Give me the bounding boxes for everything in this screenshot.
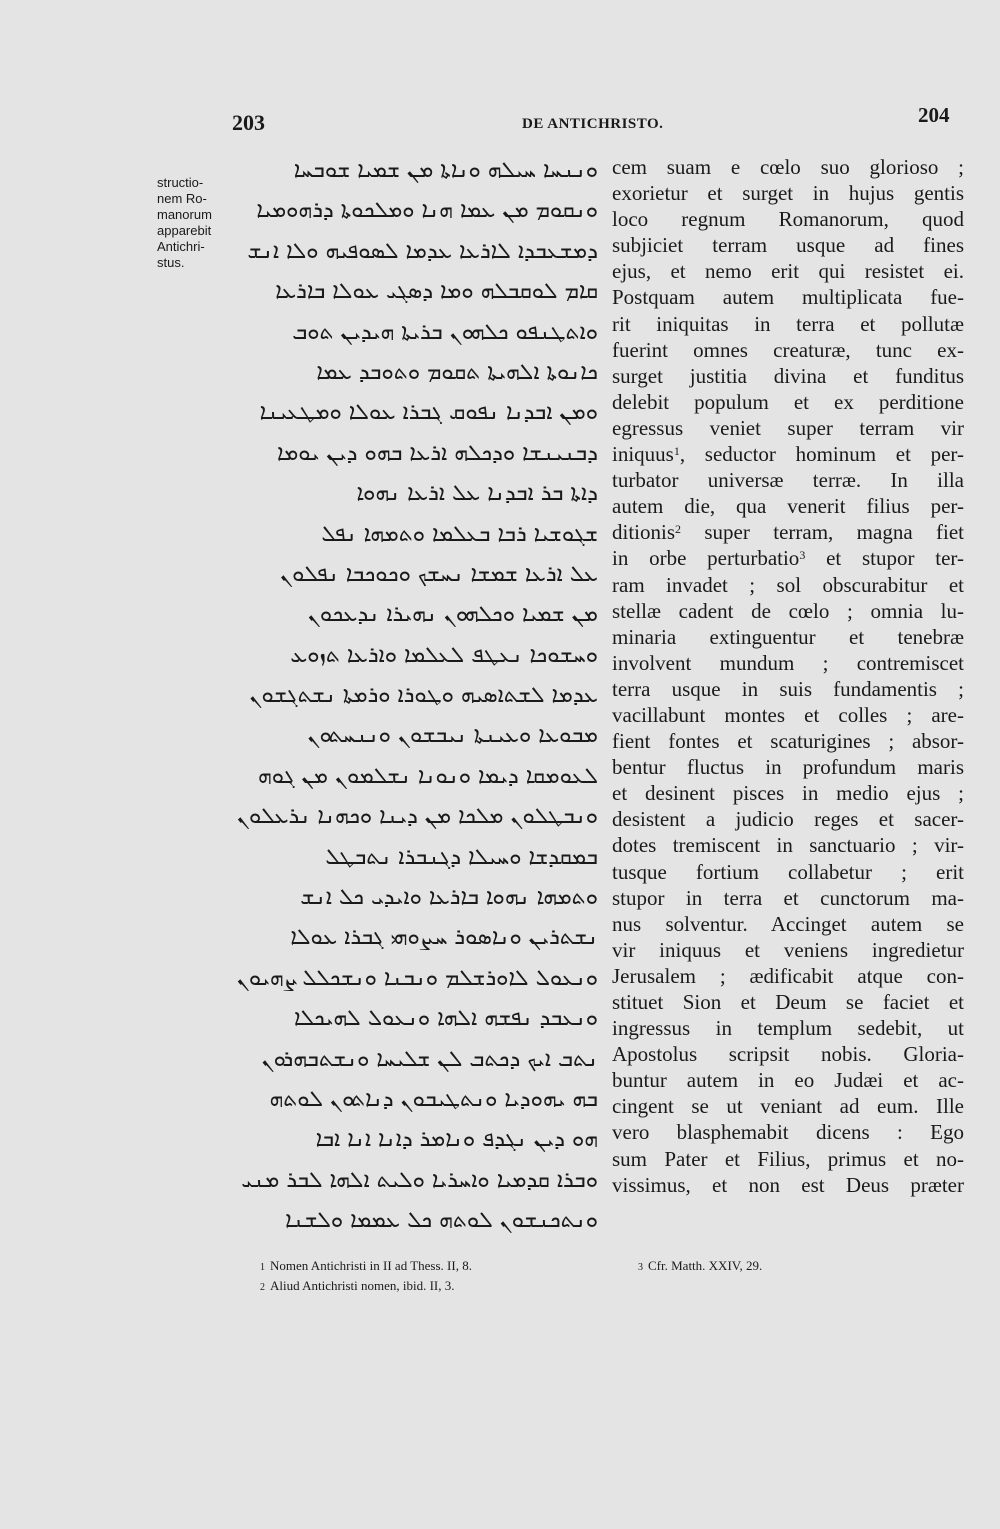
footnote-number: 2 [260,1282,265,1293]
latin-line: rit iniquitas in terra et pollutæ [612,311,964,336]
latin-line: Postquam autem multiplicata fue- [612,285,964,310]
footnote-text: Aliud Antichristi nomen, ibid. II, 3. [270,1278,455,1293]
latin-line: stituet Sion et Deum se faciet et [612,990,964,1014]
syriac-line: ܘܢܩܘܡ ܡܢ ܥܡܐ ܗܢܐ ܘܡܠܟܘܬܐ ܕܪܗܘܡܝܐ [256,198,598,224]
latin-line: Jerusalem ; ædificabit atque con- [612,963,964,988]
syriac-line: ܡܢ ܫܡܝܐ ܘܟܠܗܘܢ ܢܗܝܪܐ ܢܕܥܟܘܢ [307,602,598,628]
syriac-line: ܫܓܘܫܝܐ ܪܒܐ ܒܥܠܡܐ ܘܬܡܗܐ ܢܦܠ [321,521,598,547]
latin-line: delebit populum et ex perditione [612,389,964,414]
latin-line: vacillabunt montes et colles ; are- [612,702,964,727]
latin-line: ejus, et nemo erit qui resistet ei. [612,259,964,284]
latin-line: ram invadet ; sol obscurabitur et [612,572,964,597]
latin-line: Apostolus scripsit nobis. Gloria- [612,1042,964,1067]
footnote-text: Nomen Antichristi in II ad Thess. II, 8. [270,1258,472,1273]
syriac-text-column [228,158,598,1248]
syriac-line: ܘܡܢ ܐܒܕܢܐ ܢܦܘܩ ܓܒܪܐ ܥܘܠܐ ܘܡܛܥܝܢܐ [259,400,598,426]
syriac-line: ܘܒܪܐ ܩܕܡܝܐ ܘܐܚܪܝܐ ܘܠܝܬ ܐܠܗܐ ܠܒܪ ܡܢܝ [241,1167,598,1193]
footnote-number: 1 [260,1262,265,1273]
latin-line: turbator universæ terræ. In illa [612,468,964,493]
latin-line: loco regnum Romanorum, quod [612,207,964,232]
latin-line: fuerint omnes creaturæ, tunc ex- [612,337,964,362]
margin-note-line: Antichri- [157,239,205,254]
latin-line: stupor in terra et cunctorum ma- [612,885,964,910]
latin-line: autem die, qua venerit filius per- [612,494,964,519]
latin-line: involvent mundum ; contremiscet [612,650,964,675]
latin-line: egressus veniet super terram vir [612,415,964,440]
syriac-line: ܒܡܩܕܫܐ ܘܚܝܠܐ ܕܓܢܒܪܐ ܢܬܒܛܠ [325,844,598,870]
latin-line: nus solventur. Accinget autem se [612,911,964,936]
syriac-line: ܘܢܒܛܠܘܢ ܡܠܟܐ ܡܢ ܕܝܢܐ ܘܟܗܢܐ ܢܪܥܠܘܢ [236,804,598,830]
latin-line: tusque fortium collabetur ; erit [612,859,964,884]
latin-line: vir iniquus et veniens ingredietur [612,937,964,962]
latin-line: fient fontes et scaturigines ; absor- [612,729,964,754]
latin-line: terra usque in suis fundamentis ; [612,676,964,701]
latin-line: vissimus, et non est Deus præter [612,1172,964,1197]
latin-line: desistent a judicio reges et sacer- [612,807,964,832]
latin-line: buntur autem in eo Judæi et ac- [612,1068,964,1093]
margin-note-line: manorum [157,207,212,222]
latin-line: ingressus in templum sedebit, ut [612,1016,964,1041]
syriac-line: ܘܢܬܟܢܫܘܢ ܠܘܬܗ ܟܠ ܥܡܡܐ ܘܠܫܢܐ [285,1208,598,1234]
latin-line: in orbe perturbatio$^3$ et stupor ter- [612,546,964,571]
syriac-line: ܘܢܢܚܐ ܚܝܠܗ ܘܢܐܬܐ ܡܢ ܫܡܝܐ ܫܘܒܚܐ [293,158,598,183]
syriac-line: ܘܢܥܒܕ ܢܦܫܗ ܐܠܗܐ ܘܢܥܘܠ ܠܗܝܟܠܐ [293,1006,598,1032]
syriac-line: ܘܐܬܛܢܦܘ ܟܠܗܘܢ ܒܪܝܬܐ ܗܝܕܝܢ ܬܘܒ [292,319,598,345]
syriac-line: ܩܐܡ ܠܘܩܒܠܗ ܘܡܐ ܕܣܓܝ ܥܘܠܐ ܒܐܪܥܐ [275,279,598,305]
latin-line: exorietur et surget in hujus gentis [612,181,964,206]
page-number-left: 203 [232,110,265,135]
latin-line: surget justitia divina et funditus [612,363,964,388]
margin-note-line: nem Ro- [157,191,207,206]
latin-line: minaria extinguentur et tenebræ [612,624,964,649]
latin-line: et desinent pisces in medio ejus ; [612,781,964,806]
latin-line: ditionis$^2$ super terram, magna fiet [612,520,964,545]
syriac-line: ܘܚܫܘܟܐ ܢܥܛܦ ܠܥܠܡܐ ܘܐܪܥܐ ܬܙܘܥ [290,642,598,668]
latin-line: stellæ cadent de cœlo ; omnia lu- [612,598,964,623]
latin-line: cem suam e cœlo suo glorioso ; [612,155,964,179]
footnote-marker: 2 [675,522,682,537]
syriac-line: ܠܥܘܡܩܐ ܕܝܡܐ ܘܢܘܢܐ ܢܫܠܡܘܢ ܡܢ ܓܘܗ [258,763,598,789]
latin-line: dotes tremiscent in sanctuario ; vir- [612,833,964,858]
syriac-line: ܘܬܡܗܐ ܢܗܘܐ ܒܐܪܥܐ ܘܐܝܕܝ ܟܠ ܐܢܫ [300,885,598,911]
footnote [260,1257,472,1277]
running-title: DE ANTICHRISTO. [522,116,664,132]
footnote-text: Cfr. Matth. XXIV, 29. [648,1258,763,1273]
syriac-line: ܒܗ ܝܗܘܕܝܐ ܘܢܬܛܝܒܘܢ ܕܢܐܬܘܢ ܠܘܬܗ [269,1086,598,1112]
syriac-line: ܕܐܬܐ ܒܪ ܐܒܕܢܐ ܥܠ ܐܪܥܐ ܢܗܘܐ [356,481,598,507]
latin-line: bentur fluctus in profundum maris [612,755,964,780]
margin-note-line: stus. [157,255,185,270]
latin-line: iniquus$^1$, seductor hominum et per- [612,442,964,467]
latin-line: sum Pater et Filius, primus et no- [612,1146,964,1171]
footnote [260,1277,472,1297]
syriac-line: ܟܐܢܘܬܐ ܐܠܗܝܬܐ ܬܩܘܡ ܘܬܘܒܕ ܥܡܐ [316,359,598,385]
syriac-line: ܥܠ ܐܪܥܐ ܫܡܫܐ ܢܚܫܟ ܘܟܘܟܒܐ ܢܦܠܘܢ [280,561,598,587]
syriac-line: ܕܒܢܝܢܫܐ ܘܕܟܠܗ ܐܪܥܐ ܒܗܘ ܕܝܢ ܝܘܡܐ [276,440,598,466]
latin-translation-column [612,154,964,1198]
margin-note-line: structio- [157,175,204,190]
footnotes-left [260,1257,472,1297]
footnote-number: 3 [638,1262,643,1273]
latin-line: subjiciet terram usque ad fines [612,233,964,258]
latin-line: vero blasphemabit dicens : Ego [612,1120,964,1145]
syriac-line: ܡܒܘܥܐ ܘܥܝܢܬܐ ܢܝܒܫܘܢ ܘܢܢܚܬܘܢ [307,723,598,749]
margin-note [157,175,219,271]
syriac-line: ܢܬܒ ܐܝܟ ܕܟܬܒ ܠܢ ܫܠܝܚܐ ܘܢܫܬܒܗܪܘܢ [261,1046,598,1072]
latin-line: cingent se ut veniant ad eum. Ille [612,1094,964,1119]
syriac-line: ܥܕܡܐ ܠܫܬܐܣܝܗ ܘܛܘܪܐ ܘܪܡܬܐ ܢܫܬܓܫܘܢ [249,683,598,709]
footnotes-right [638,1257,762,1277]
footnote [638,1257,762,1277]
syriac-line: ܗܘ ܕܝܢ ܢܓܕܦ ܘܢܐܡܪ ܕܐܢܐ ܐܢܐ ܐܒܐ [315,1127,598,1153]
syriac-line: ܢܫܬܪܝܢ ܘܢܐܣܘܪ ܚܨܘܗܝ ܓܒܪܐ ܥܘܠܐ [290,925,598,951]
footnote-marker: 3 [799,548,806,563]
footnote-marker: 1 [673,444,680,459]
syriac-line: ܕܡܫܥܒܕܐ ܠܐܪܥܐ ܥܕܡܐ ܠܣܘܦܝܗ ܘܠܐ ܐܢܫ [247,238,598,264]
page-number-right: 204 [918,103,950,127]
margin-note-line: apparebit [157,223,212,238]
syriac-line: ܘܢܥܘܠ ܠܐܘܪܫܠܡ ܘܢܒܢܐ ܘܢܫܟܠܠ ܨܗܝܘܢ [236,965,598,991]
